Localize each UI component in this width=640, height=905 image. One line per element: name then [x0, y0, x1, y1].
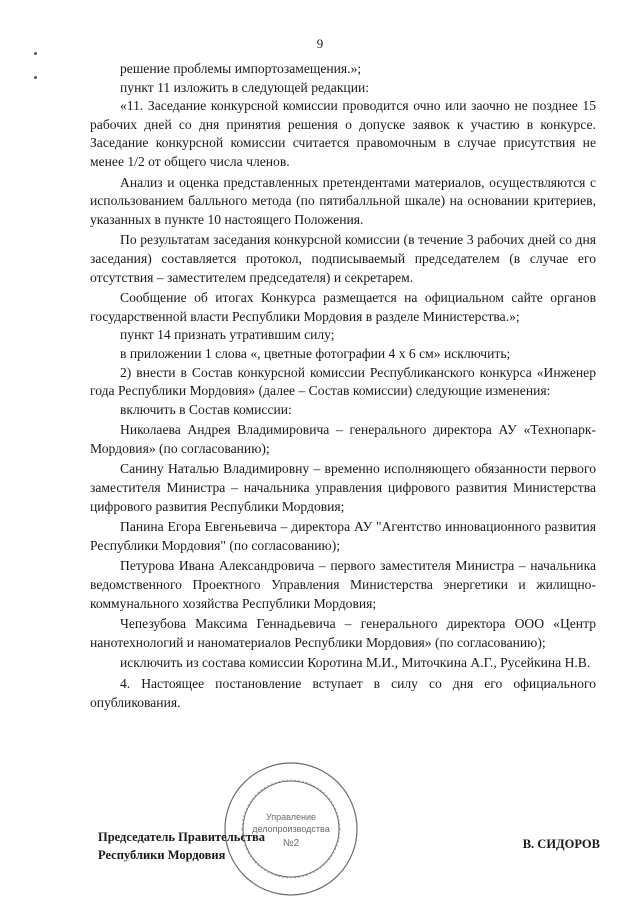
paragraph: Панина Егора Евгеньевича – директора АУ "Агентство инновационного развития Республики Мордовия" (по согласованию); [90, 519, 596, 553]
margin-mark [34, 76, 37, 79]
paragraph: включить в Состав комиссии: [120, 401, 292, 417]
paragraph: в приложении 1 слова «, цветные фотографии 4 х 6 см» исключить; [120, 345, 511, 361]
paragraph: «11. Заседание конкурсной комиссии проводится очно или заочно не позднее 15 рабочих дней со дня принятия решения о допуске заявок к участию в конкурсе. Заседание конкурсной комиссии считается правомочным в случае присутствия не менее 1/2 от общего числа членов. [90, 98, 596, 169]
paragraph: решение проблемы импортозамещения.»; [120, 61, 362, 76]
signature-position-line: Республики Мордовия [98, 848, 226, 862]
stamp-line: Управление [265, 812, 317, 822]
page-number: 9 [316, 36, 324, 51]
paragraph: Анализ и оценка представленных претендентами материалов, осуществляются с использованием балльного метода (по пятибалльной шкале) на основании критериев, указанных в пункте 10 настоящего Положения. [90, 174, 596, 227]
paragraph: пункт 11 изложить в следующей редакции: [120, 79, 370, 95]
paragraph: 4. Настоящее постановление вступает в силу со дня его официального опубликования. [90, 676, 596, 710]
paragraph: исключить из состава комиссии Коротина М.И., Миточкина А.Г., Русейкина Н.В. [120, 655, 591, 671]
paragraph: 2) внести в Состав конкурсной комиссии Республиканского конкурса «Инженер года Республики Мордовия» (далее – Состав комиссии) следующие изменения: [90, 364, 596, 399]
signature-position-line: Председатель Правительства [98, 830, 266, 844]
document-body [90, 60, 596, 712]
margin-mark [34, 52, 37, 55]
signature-name: В. СИДОРОВ [522, 837, 600, 851]
paragraph: По результатам заседания конкурсной комиссии (в течение 3 рабочих дней со дня заседания) составляется протокол, подписываемый председателем (в случае его отсутствия – заместителем председателя) и секретарем. [90, 232, 596, 285]
stamp-line: №2 [282, 838, 300, 849]
paragraph: Чепезубова Максима Геннадьевича – генерального директора ООО «Центр нанотехнологий и наноматериалов Республики Мордовия» (по согласованию); [90, 616, 596, 650]
signature-position [98, 828, 265, 864]
paragraph: пункт 14 признать утратившим силу; [120, 327, 335, 343]
paragraph: Николаева Андрея Владимировича – генерального директора АУ «Технопарк-Мордовия» (по согласованию); [90, 422, 596, 456]
paragraph: Сообщение об итогах Конкурса размещается на официальном сайте органов государственной власти Республики Мордовия в разделе Министерства.»; [90, 290, 596, 324]
stamp-line: делопроизводства [252, 824, 330, 834]
paragraph: Петурова Ивана Александровича – первого заместителя Министра – начальника ведомственного Проектного Управления Министерства энергетики и жилищно-коммунального хозяйства Республики Мордовия; [90, 558, 596, 611]
paragraph: Санину Наталью Владимировну – временно исполняющего обязанности первого заместителя Министра – начальника управления цифрового развития Министерства цифрового развития Республики Мордовия; [90, 461, 596, 514]
